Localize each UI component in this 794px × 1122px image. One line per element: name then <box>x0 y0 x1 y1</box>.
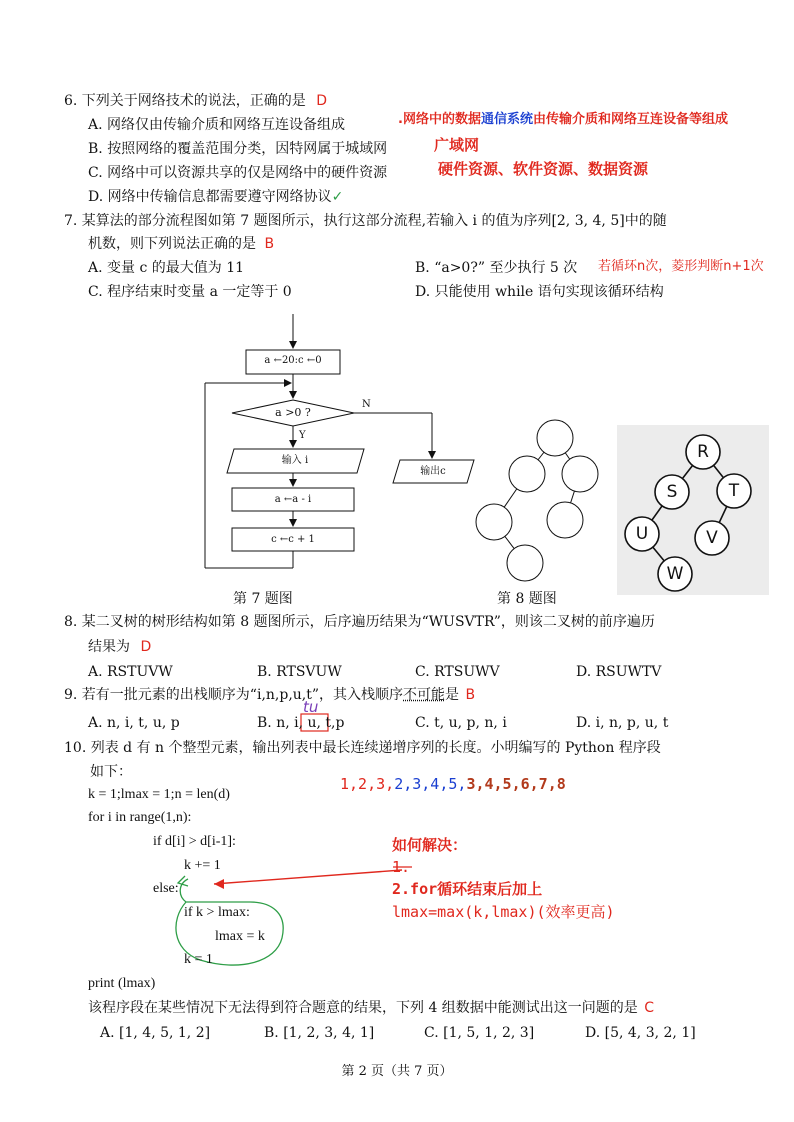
code-line-3: if d[i] > d[i-1]: <box>153 834 236 849</box>
q10-answer: C <box>644 1000 655 1016</box>
code-line-7: lmax = k <box>215 929 265 944</box>
tree-label-s: S <box>666 482 678 502</box>
tree8-node <box>547 502 583 538</box>
flow-step1-text: a ←a - i <box>274 494 312 505</box>
flow-init-text: a ←20:c ←0 <box>264 355 322 366</box>
q10-option-d: D. [5, 4, 3, 2, 1] <box>585 1025 696 1041</box>
q6-option-a-note: .网络中的数据通信系统由传输介质和网络互连设备等组成 <box>398 112 728 127</box>
tree8-node <box>562 456 598 492</box>
tree8-node <box>476 504 512 540</box>
q10-note-title: 如何解决： <box>392 836 468 854</box>
q7-option-c: C. 程序结束时变量 a 一定等于 0 <box>88 284 292 300</box>
q8-option-d: D. RSUWTV <box>576 664 662 680</box>
page-footer: 第 2 页（共 7 页） <box>341 1064 453 1079</box>
q6-option-a: A. 网络仅由传输介质和网络互连设备组成 <box>88 117 346 133</box>
q8-option-b: B. RTSVUW <box>257 664 342 680</box>
q7-option-a: A. 变量 c 的最大值为 11 <box>88 260 245 276</box>
q7-stem-line2: 机数，则下列说法正确的是 B <box>88 236 275 252</box>
q10-note-1: 1. <box>392 858 411 876</box>
tree8-node <box>509 456 545 492</box>
code-line-5: else: <box>153 881 179 896</box>
q10-option-b: B. [1, 2, 3, 4, 1] <box>264 1025 375 1041</box>
q10-question: 该程序段在某些情况下无法得到符合题意的结果，下列 4 组数据中能测试出这一问题的是 C <box>88 1000 655 1016</box>
q10-option-a: A. [1, 4, 5, 1, 2] <box>100 1025 211 1041</box>
q6-option-c: C. 网络中可以资源共享的仅是网络中的硬件资源 <box>88 165 388 181</box>
tree-label-v: V <box>706 528 718 548</box>
q6-option-d: D. 网络中传输信息都需要遵守网络协议✓ <box>88 189 344 205</box>
tree-label-u: U <box>635 524 649 544</box>
q9-option-a: A. n, i, t, u, p <box>88 715 180 731</box>
code-line-9: print (lmax) <box>88 976 156 991</box>
code-line-2: for i in range(1,n): <box>88 810 192 825</box>
q7-answer: B <box>264 236 275 252</box>
q10-stem-line2: 如下： <box>90 764 132 780</box>
q8-stem-line2: 结果为 D <box>88 639 152 655</box>
tree8-node <box>537 420 573 456</box>
flow-no-label: N <box>362 399 371 410</box>
q6-stem: 6. 下列关于网络技术的说法，正确的是 D <box>64 93 328 109</box>
code-line-1: k = 1;lmax = 1;n = len(d) <box>88 787 230 802</box>
q7-option-b: B. “a>0?” 至少执行 5 次 <box>415 260 578 276</box>
q10-option-c: C. [1, 5, 1, 2, 3] <box>424 1025 535 1041</box>
fig7-caption: 第 7 题图 <box>233 591 293 607</box>
q10-sequence-annotation: 1,2,3,2,3,4,5,3,4,5,6,7,8 <box>340 775 566 793</box>
tree-label-w: W <box>666 564 684 584</box>
q9-stem: 9. 若有一批元素的出栈顺序为“i,n,p,u,t”，其入栈顺序不可能是 B <box>64 687 476 703</box>
code-line-6: if k > lmax: <box>184 905 250 920</box>
q7-option-b-note: 若循环n次，菱形判断n+1次 <box>598 259 764 274</box>
code-line-4: k += 1 <box>184 858 221 873</box>
tree-label-r: R <box>697 442 709 462</box>
flow-input-text: 输入 i <box>281 455 309 466</box>
q6-option-b: B. 按照网络的覆盖范围分类，因特网属于城域网 <box>88 141 388 157</box>
q8-option-a: A. RSTUVW <box>88 664 173 680</box>
flow-step2-text: c ←c + 1 <box>271 534 315 545</box>
check-icon: ✓ <box>331 189 344 205</box>
q6-answer: D <box>316 93 328 109</box>
q10-stem-line1: 10. 列表 d 有 n 个整型元素，输出列表中最长连续递增序列的长度。小明编写的 Python 程序段 <box>64 740 661 756</box>
q9-option-b: B. n, i, u, t,p <box>257 715 345 731</box>
q9-annotation: tu <box>303 698 319 716</box>
flow-cond-text: a >0 ? <box>275 406 311 419</box>
q8-answer: D <box>140 639 152 655</box>
q10-note-3: lmax=max(k,lmax)(效率更高) <box>392 903 615 921</box>
q7-stem-line1: 7. 某算法的部分流程图如第 7 题图所示，执行这部分流程,若输入 i 的值为序列[2, 3, 4, 5]中的随 <box>64 213 667 229</box>
q10-note-2: 2.for循环结束后加上 <box>392 880 543 898</box>
q9-emphasis: 不可能 <box>403 687 446 703</box>
flow-yes-label: Y <box>299 430 306 441</box>
q8-stem-line1: 8. 某二叉树的树形结构如第 8 题图所示，后序遍历结果为“WUSVTR”，则该二叉树的前序遍历 <box>64 614 655 630</box>
q7-option-d: D. 只能使用 while 语句实现该循环结构 <box>415 284 664 300</box>
q10-red-arrow <box>214 870 402 889</box>
q9-option-b-boxed: u, t, <box>307 715 336 731</box>
flow-output-text: 输出c <box>420 466 446 477</box>
q6-option-c-note: 硬件资源、软件资源、数据资源 <box>438 160 649 178</box>
q6-option-b-note: 广域网 <box>434 136 480 154</box>
q8-option-c: C. RTSUWV <box>415 664 500 680</box>
tree8-node <box>507 545 543 581</box>
fig8-caption: 第 8 题图 <box>497 591 557 607</box>
tree-label-t: T <box>728 481 740 501</box>
q9-option-c: C. t, u, p, n, i <box>415 715 507 731</box>
q9-option-d: D. i, n, p, u, t <box>576 715 669 731</box>
q9-answer: B <box>465 687 476 703</box>
code-line-8: k = 1 <box>184 952 213 967</box>
